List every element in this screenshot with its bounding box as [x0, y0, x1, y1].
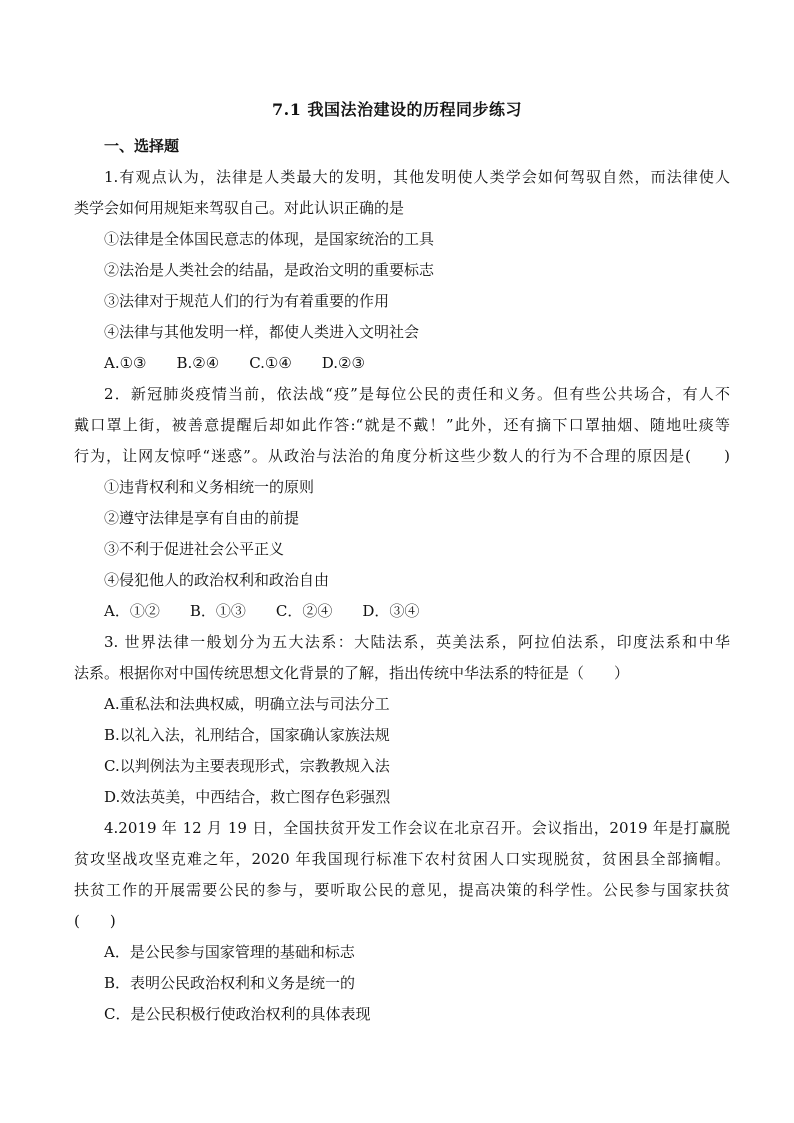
option-item: D.效法英美，中西结合，救亡图存色彩强烈	[104, 788, 391, 806]
question-stem-line: 行为，让网友惊呼“迷惑”。从政治与法治的角度分析这些少数人的行为不合理的原因是( )	[74, 447, 730, 465]
statement-item: ③法律对于规范人们的行为有着重要的作用	[104, 292, 390, 310]
choice-b: B.②④	[176, 354, 220, 372]
question-stem-line: 法系。根据你对中国传统思想文化背景的了解，指出传统中华法系的特征是（ ）	[74, 664, 630, 682]
question-stem-line: ( )	[74, 912, 116, 930]
statement-item: ④法律与其他发明一样，都使人类进入文明社会	[104, 323, 420, 341]
option-item: C．是公民积极行使政治权利的具体表现	[104, 1005, 371, 1023]
question-2	[74, 379, 730, 627]
statement-item: ④侵犯他人的政治权利和政治自由	[104, 571, 330, 589]
choice-b: B．①③	[189, 602, 246, 620]
option-item: A．是公民参与国家管理的基础和标志	[104, 943, 355, 961]
question-1	[74, 162, 730, 379]
question-stem-line: 扶贫工作的开展需要公民的参与，要听取公民的意见，提高决策的科学性。公民参与国家扶贫	[74, 881, 730, 899]
choice-c: C．②④	[275, 602, 333, 620]
page-title: 7.1 我国法治建设的历程同步练习	[272, 100, 522, 119]
choice-d: D．③④	[362, 602, 420, 620]
option-item: B.以礼入法，礼刑结合，国家确认家族法规	[104, 726, 390, 744]
statement-item: ②遵守法律是享有自由的前提	[104, 509, 300, 527]
option-item: C.以判例法为主要表现形式，宗教教规入法	[104, 757, 390, 775]
question-stem-line: 1.有观点认为，法律是人类最大的发明，其他发明使人类学会如何驾驭自然，而法律使人	[104, 168, 730, 186]
choice-a: A．①②	[104, 602, 160, 620]
question-4	[74, 813, 730, 1030]
choice-c: C.①④	[249, 354, 292, 372]
section-heading: 一、选择题	[104, 137, 180, 155]
choice-d: D.②③	[321, 354, 365, 372]
question-stem-line: 戴口罩上街，被善意提醒后却如此作答:“就是不戴！”此外，还有摘下口罩抽烟、随地吐痰等	[74, 416, 730, 434]
question-stem-line: 4.2019 年 12 月 19 日，全国扶贫开发工作会议在北京召开。会议指出，2019 年是打赢脱	[104, 819, 730, 837]
option-item: B．表明公民政治权利和义务是统一的	[104, 974, 356, 992]
answer-choices	[74, 348, 730, 379]
question-stem-line: 3. 世界法律一般划分为五大法系：大陆法系，英美法系，阿拉伯法系，印度法系和中华	[104, 633, 730, 651]
statement-item: ③不利于促进社会公平正义	[104, 540, 285, 558]
option-item: A.重私法和法典权威，明确立法与司法分工	[104, 695, 390, 713]
exercise-content	[74, 131, 730, 1030]
statement-item: ②法治是人类社会的结晶，是政治文明的重要标志	[104, 261, 435, 279]
answer-choices	[74, 596, 730, 627]
question-stem-line: 2．新冠肺炎疫情当前，依法战“疫”是每位公民的责任和义务。但有些公共场合，有人不	[104, 385, 730, 403]
statement-item: ①法律是全体国民意志的体现，是国家统治的工具	[104, 230, 435, 248]
question-stem-line: 贫攻坚战攻坚克难之年，2020 年我国现行标准下农村贫困人口实现脱贫，贫困县全部摘帽。	[74, 850, 730, 868]
statement-item: ①违背权利和义务相统一的原则	[104, 478, 315, 496]
question-stem-line: 类学会如何用规矩来驾驭自己。对此认识正确的是	[74, 199, 405, 217]
question-3	[74, 627, 730, 813]
choice-a: A.①③	[104, 354, 147, 372]
